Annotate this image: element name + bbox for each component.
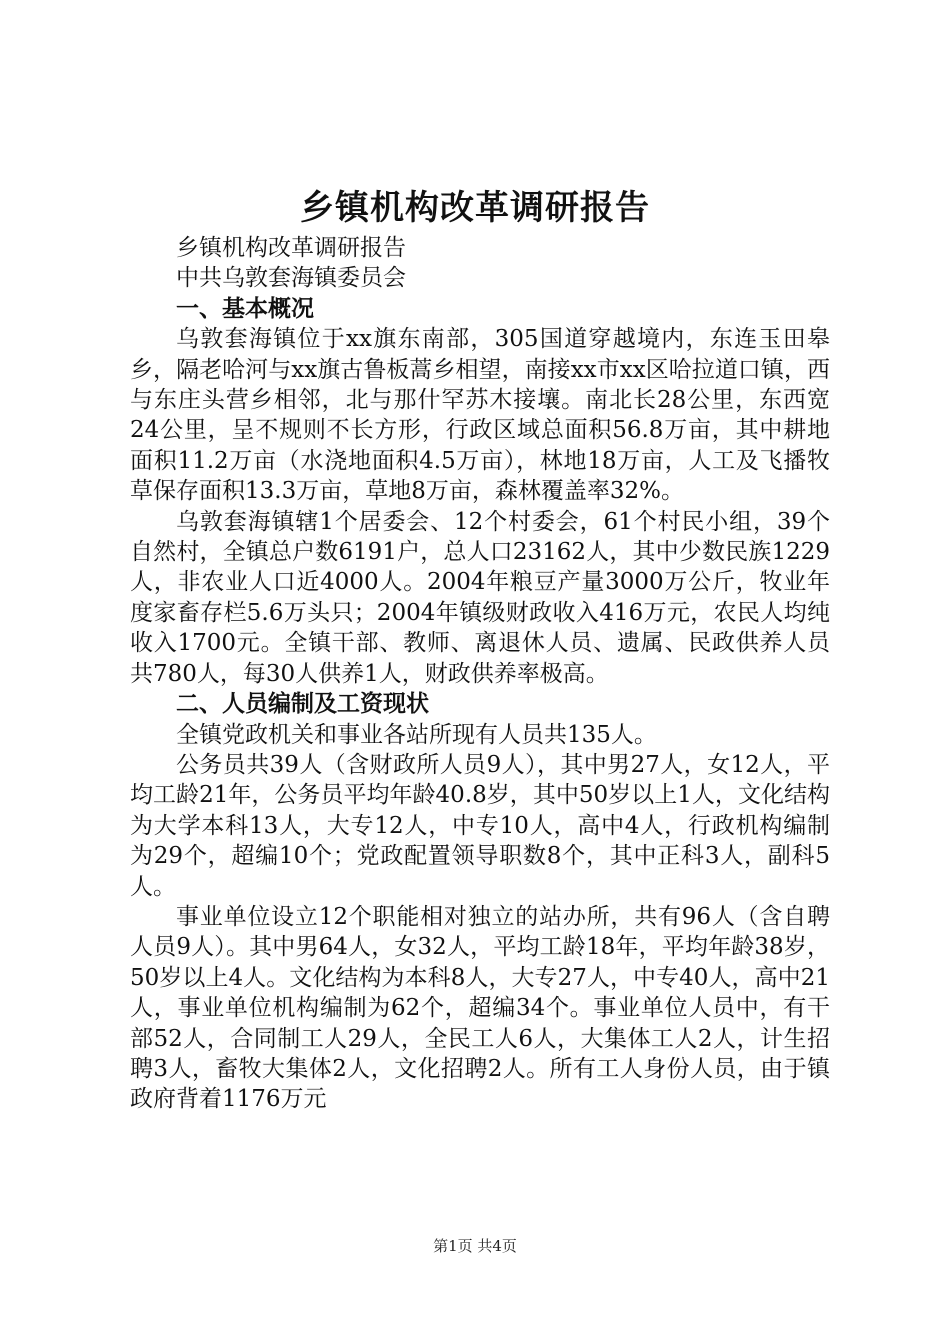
body-paragraph: 乌敦套海镇位于xx旗东南部，305国道穿越境内，东连玉田皋乡，隔老哈河与xx旗古鲁板蒿乡相望，南接xx市xx区哈拉道口镇，西与东庄头营乡相邻，北与那什罕苏木接壤。南北长28公里，东西宽24公里，呈不规则不长方形，行政区域总面积56.8万亩，其中耕地面积11.2万亩（水浇地面积4.5万亩），林地18万亩，人工及飞播牧草保存面积13.3万亩，草地8万亩，森林覆盖率32%。 — [130, 326, 830, 505]
body-paragraph: 全镇党政机关和事业各站所现有人员共135人。 — [176, 721, 657, 748]
section-heading-staffing: 二、人员编制及工资现状 — [176, 690, 429, 718]
author-paragraph: 中共乌敦套海镇委员会 — [176, 265, 406, 292]
body-paragraph: 事业单位设立12个职能相对独立的站办所，共有96人（含自聘人员9人）。其中男64人，女32人，平均工龄18年，平均年龄38岁，50岁以上4人。文化结构为本科8人，大专27人，中专40人，高中21人，事业单位机构编制为62个，超编34个。事业单位人员中，有干部52人，合同制工人29人，全民工人6人，大集体工人2人，计生招聘3人，畜牧大集体2人，文化招聘2人。所有工人身份人员，由于镇政府背着1176万元 — [130, 903, 830, 1113]
section-heading-overview: 一、基本概况 — [176, 294, 314, 322]
body-paragraph: 乌敦套海镇辖1个居委会、12个村委会，61个村民小组，39个自然村，全镇总户数6191户，总人口23162人，其中少数民族1229人，非农业人口近4000人。2004年粮豆产量3000万公斤，牧业年度家畜存栏5.6万头只；2004年镇级财政收入416万元，农民人均纯收入1700元。全镇干部、教师、离退休人员、遗属、民政供养人员共780人，每30人供养1人，财政供养率极高。 — [130, 508, 830, 687]
document-body — [130, 233, 830, 1115]
page-footer: 第1页 共4页 — [433, 1237, 517, 1255]
subtitle-paragraph: 乡镇机构改革调研报告 — [176, 235, 406, 261]
body-paragraph: 公务员共39人（含财政所人员9人），其中男27人，女12人，平均工龄21年，公务员平均年龄40.8岁，其中50岁以上1人，文化结构为大学本科13人，大专12人，中专10人，高中4人，行政机构编制为29个，超编10个；党政配置领导职数8个，其中正科3人，副科5人。 — [130, 751, 830, 900]
page-title: 乡镇机构改革调研报告 — [300, 188, 650, 228]
